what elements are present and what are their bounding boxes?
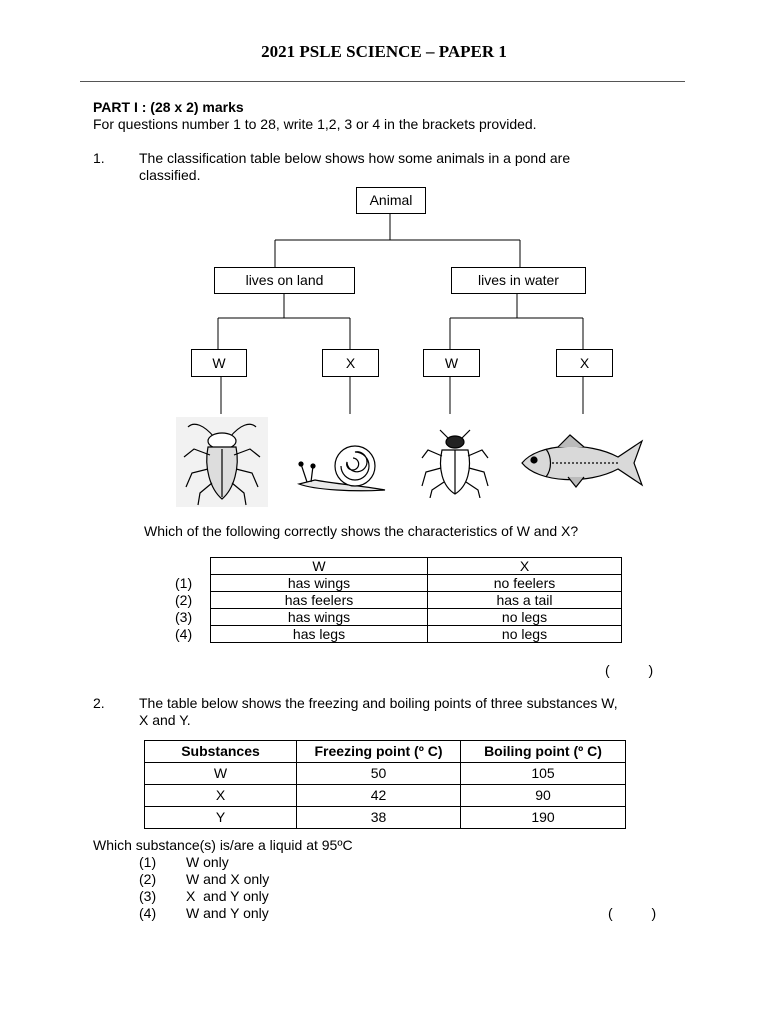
table-cell: Y: [145, 807, 297, 829]
q2-points-table: [144, 740, 626, 829]
part-instruction: For questions number 1 to 28, write 1,2, 3 or 4 in the brackets provided.: [93, 116, 537, 132]
option-label: (3): [175, 609, 193, 625]
table-cell: 190: [461, 807, 626, 829]
q2-answer-bracket[interactable]: ( ): [608, 905, 657, 921]
tree-root-box: Animal: [356, 187, 426, 214]
option-label: (4): [175, 626, 193, 642]
q1-question: Which of the following correctly shows the characteristics of W and X?: [144, 523, 579, 539]
option-text: W only: [186, 854, 229, 870]
option-label: (1): [175, 575, 193, 591]
table-cell: has feelers: [211, 592, 428, 609]
table-cell: no feelers: [428, 575, 622, 592]
table-header: Substances: [145, 741, 297, 763]
tree-land-box: lives on land: [214, 267, 355, 294]
option-label: (1): [139, 854, 157, 870]
q2-question: Which substance(s) is/are a liquid at 95ºC: [93, 837, 353, 853]
q1-text-line2: classified.: [139, 167, 201, 183]
q1-number: 1.: [93, 150, 105, 166]
table-header-w: W: [211, 558, 428, 575]
table-cell: has wings: [211, 609, 428, 626]
table-cell: 105: [461, 763, 626, 785]
table-header: Freezing point (º C): [297, 741, 461, 763]
table-cell: 90: [461, 785, 626, 807]
q2-number: 2.: [93, 695, 105, 711]
table-cell: has a tail: [428, 592, 622, 609]
table-cell: W: [145, 763, 297, 785]
cockroach-icon: [176, 417, 268, 507]
option-label: (3): [139, 888, 157, 904]
option-text: W and X only: [186, 871, 270, 887]
option-label: (4): [139, 905, 157, 921]
table-cell: 38: [297, 807, 461, 829]
q2-text-line1: The table below shows the freezing and boiling points of three substances W,: [139, 695, 618, 711]
option-label: (2): [139, 871, 157, 887]
table-cell: has legs: [211, 626, 428, 643]
option-text: X and Y only: [186, 888, 269, 904]
table-cell: no legs: [428, 626, 622, 643]
tree-leaf-w-land: W: [191, 349, 247, 377]
q1-answer-table: [210, 557, 622, 643]
table-row: [145, 807, 626, 829]
table-cell: has wings: [211, 575, 428, 592]
tree-water-box: lives in water: [451, 267, 586, 294]
table-row: [145, 785, 626, 807]
table-row: [211, 609, 622, 626]
page-title: 2021 PSLE SCIENCE – PAPER 1: [261, 42, 507, 61]
table-row: [145, 763, 626, 785]
q1-answer-bracket[interactable]: ( ): [605, 662, 654, 678]
table-header-row: [211, 558, 622, 575]
beetle-icon: [418, 428, 492, 498]
option-text: W and Y only: [186, 905, 269, 921]
tree-leaf-x-land: X: [322, 349, 379, 377]
part-heading: PART I : (28 x 2) marks: [93, 99, 244, 115]
table-header: Boiling point (º C): [461, 741, 626, 763]
tree-leaf-w-water: W: [423, 349, 480, 377]
q1-text-line1: The classification table below shows how some animals in a pond are: [139, 150, 571, 166]
table-cell: 50: [297, 763, 461, 785]
q2-text-line2: X and Y.: [139, 712, 191, 728]
table-header-row: [145, 741, 626, 763]
table-row: [211, 575, 622, 592]
tree-leaf-x-water: X: [556, 349, 613, 377]
table-header-x: X: [428, 558, 622, 575]
fish-icon: [518, 433, 645, 491]
option-label: (2): [175, 592, 193, 608]
table-row: [211, 592, 622, 609]
table-cell: 42: [297, 785, 461, 807]
table-cell: no legs: [428, 609, 622, 626]
table-row: [211, 626, 622, 643]
table-cell: X: [145, 785, 297, 807]
snail-icon: [295, 440, 390, 495]
